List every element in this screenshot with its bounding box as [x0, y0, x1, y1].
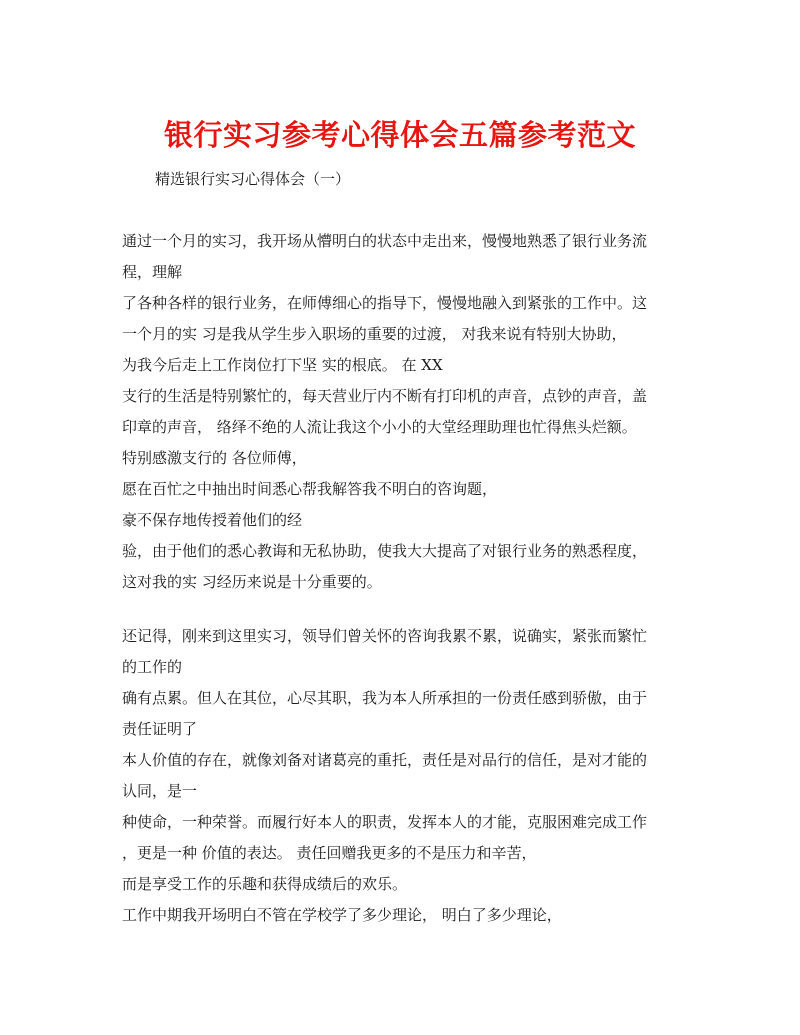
text-line: 而是享受工作的乐趣和获得成绩后的欢乐。: [122, 875, 408, 893]
text-line: 愿在百忙之中抽出时间悉心帮我解答我不明白的咨询题，: [122, 480, 498, 498]
text-line: ，更是一种 价值的表达。 责任回赠我更多的不是压力和辛苦，: [122, 844, 537, 862]
text-line: 通过一个月的实习，我开场从懵明白的状态中走出来，慢慢地熟悉了银行业务流: [122, 232, 648, 250]
paragraph-2: [122, 621, 682, 931]
text-line: 程，理解: [122, 263, 183, 281]
document-title: 银行实习参考心得体会五篇参考范文: [163, 118, 636, 152]
paragraph-1: [122, 226, 682, 598]
text-line: 责任证明了: [122, 720, 198, 738]
text-line: 为我今后走上工作岗位打下坚 实的根底。 在 XX: [122, 356, 443, 374]
text-line: 工作中期我开场明白不管在学校学了多少理论， 明白了多少理论，: [122, 906, 562, 924]
text-line: 还记得，刚来到这里实习，领导们曾关怀的咨询我累不累，说确实，紧张而繁忙: [122, 627, 648, 645]
text-line: 这对我的实 习经历来说是十分重要的。: [122, 573, 382, 591]
text-line: 了各种各样的银行业务，在师傅细心的指导下，慢慢地融入到紧张的工作中。这: [122, 294, 648, 312]
text-line: 验，由于他们的悉心教诲和无私协助，使我大大提高了对银行业务的熟悉程度，: [122, 542, 648, 560]
text-line: 认同，是一: [122, 782, 198, 800]
text-line: 支行的生活是特别繁忙的，每天营业厅内不断有打印机的声音，点钞的声音，盖: [122, 387, 648, 405]
text-line: 一个月的实 习是我从学生步入职场的重要的过渡， 对我来说有特别大协助，: [122, 325, 627, 343]
section-subtitle: 精选银行实习心得体会（一）: [155, 170, 351, 188]
text-line: 的工作的: [122, 658, 183, 676]
text-line: 本人价值的存在，就像刘备对诸葛亮的重托，责任是对品行的信任，是对才能的: [122, 751, 648, 769]
text-line: 种使命，一种荣誉。而履行好本人的职责，发挥本人的才能，克服困难完成工作: [122, 813, 648, 831]
text-line: 印章的声音， 络绎不绝的人流让我这个小小的大堂经理助理也忙得焦头烂额。: [122, 418, 637, 436]
text-line: 豪不保存地传授着他们的经: [122, 511, 303, 529]
text-line: 特别感激支行的 各位师傅，: [122, 449, 307, 467]
text-line: 确有点累。但人在其位，心尽其职，我为本人所承担的一份责任感到骄傲，由于: [122, 689, 648, 707]
